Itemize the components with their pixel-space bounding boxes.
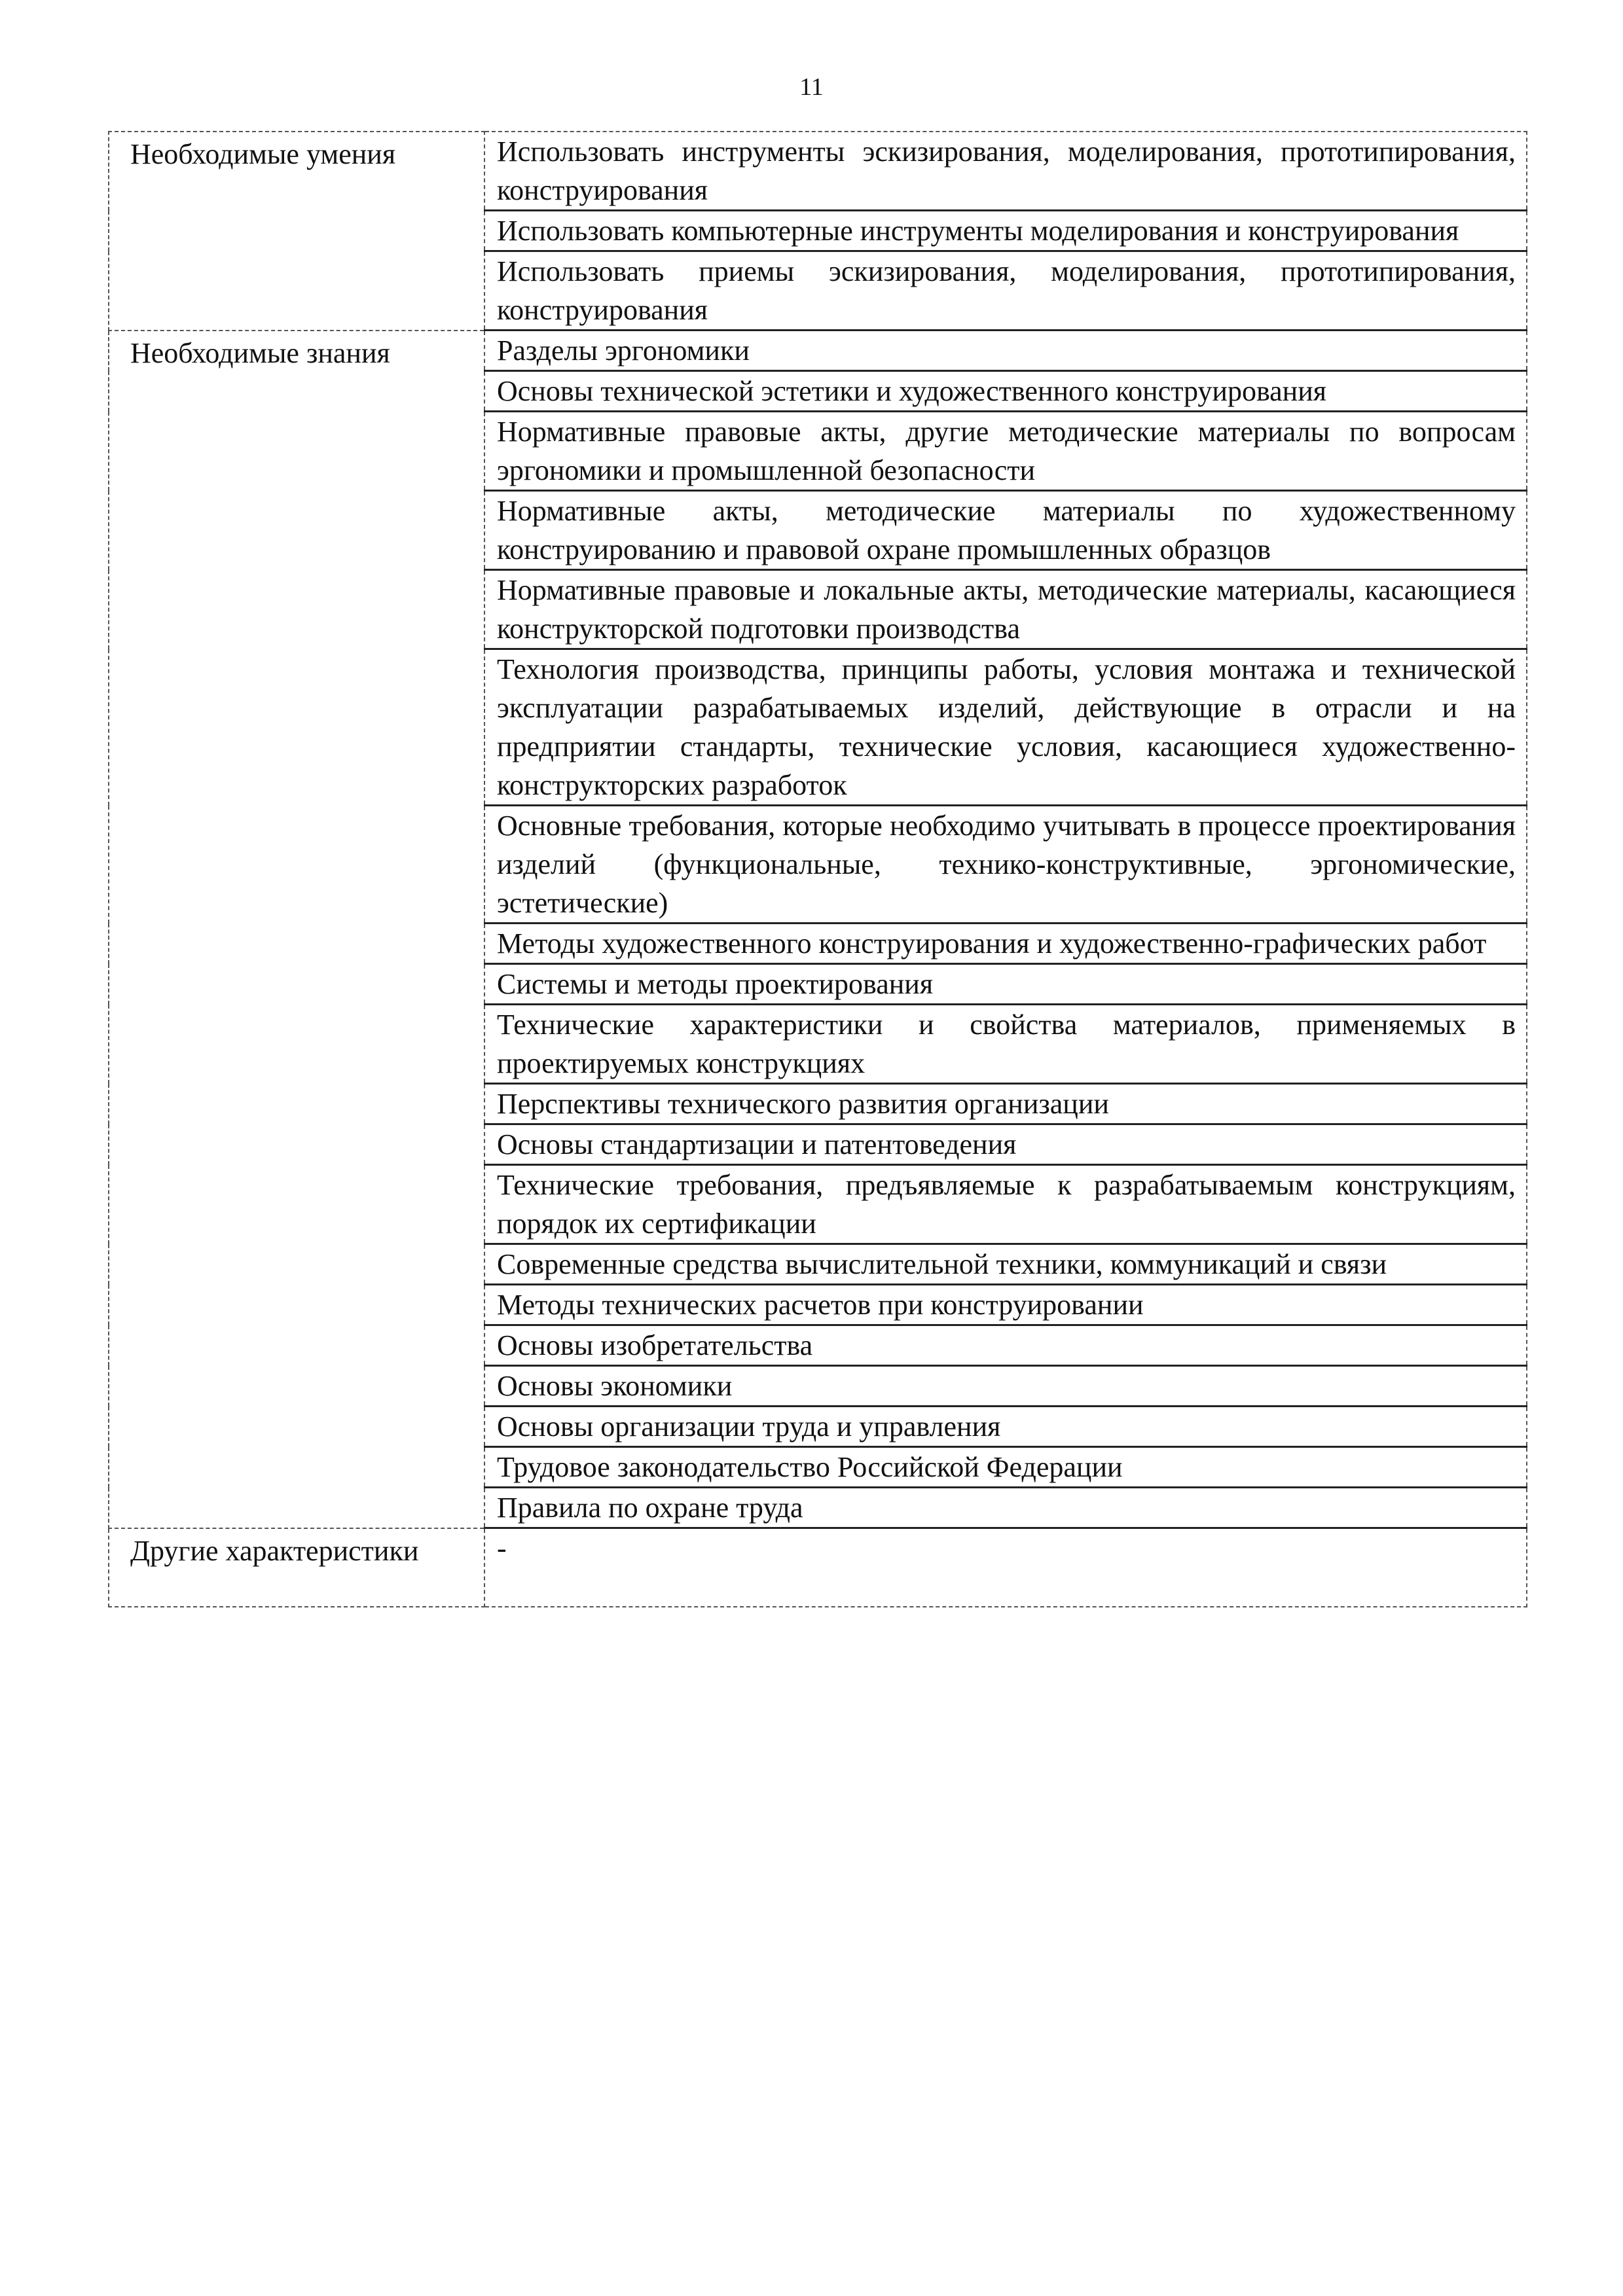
knowledge-item: Разделы эргономики [484, 331, 1527, 371]
knowledge-item: Технология производства, принципы работы, условия монтажа и технической эксплуатации разрабатываемых изделий, действующие в отрасли и на предприятии стандарты, технические условия, касающиеся художественно-конструкторских разработок [484, 649, 1527, 806]
knowledge-item: Методы технических расчетов при конструировании [484, 1285, 1527, 1325]
knowledge-item: Основы изобретательства [484, 1325, 1527, 1366]
knowledge-item: Технические характеристики и свойства материалов, применяемых в проектируемых конструкциях [484, 1005, 1527, 1084]
knowledge-item: Основы экономики [484, 1366, 1527, 1407]
knowledge-item: Системы и методы проектирования [484, 964, 1527, 1005]
skill-item: Использовать компьютерные инструменты моделирования и конструирования [484, 211, 1527, 251]
knowledge-item: Правила по охране труда [484, 1488, 1527, 1528]
table-row [109, 132, 1527, 211]
table-row [109, 1528, 1527, 1607]
knowledge-item: Современные средства вычислительной техники, коммуникаций и связи [484, 1244, 1527, 1285]
knowledge-item: Основные требования, которые необходимо учитывать в процессе проектирования изделий (функциональные, технико-конструктивные, эргономические, эстетические) [484, 806, 1527, 924]
table-row [109, 331, 1527, 371]
knowledge-item: Основы стандартизации и патентоведения [484, 1124, 1527, 1165]
section-label-skills: Необходимые умения [109, 132, 484, 331]
knowledge-item: Технические требования, предъявляемые к разрабатываемым конструкциям, порядок их сертификации [484, 1165, 1527, 1244]
knowledge-item: Нормативные правовые и локальные акты, методические материалы, касающиеся конструкторской подготовки производства [484, 570, 1527, 649]
page-number: 11 [799, 73, 824, 101]
skill-item: Использовать приемы эскизирования, моделирования, прототипирования, конструирования [484, 251, 1527, 331]
knowledge-item: Основы технической эстетики и художественного конструирования [484, 371, 1527, 412]
section-label-knowledge: Необходимые знания [109, 331, 484, 1528]
knowledge-item: Основы организации труда и управления [484, 1407, 1527, 1447]
knowledge-item: Методы художественного конструирования и художественно-графических работ [484, 924, 1527, 964]
skill-item: Использовать инструменты эскизирования, моделирования, прототипирования, конструирования [484, 132, 1527, 211]
knowledge-item: Трудовое законодательство Российской Федерации [484, 1447, 1527, 1488]
knowledge-item: Нормативные акты, методические материалы по художественному конструированию и правовой охране промышленных образцов [484, 491, 1527, 570]
other-item: - [484, 1528, 1527, 1607]
section-label-other: Другие характеристики [109, 1528, 484, 1607]
requirements-table [108, 131, 1527, 1607]
knowledge-item: Перспективы технического развития организации [484, 1084, 1527, 1124]
knowledge-item: Нормативные правовые акты, другие методические материалы по вопросам эргономики и промышленной безопасности [484, 412, 1527, 491]
